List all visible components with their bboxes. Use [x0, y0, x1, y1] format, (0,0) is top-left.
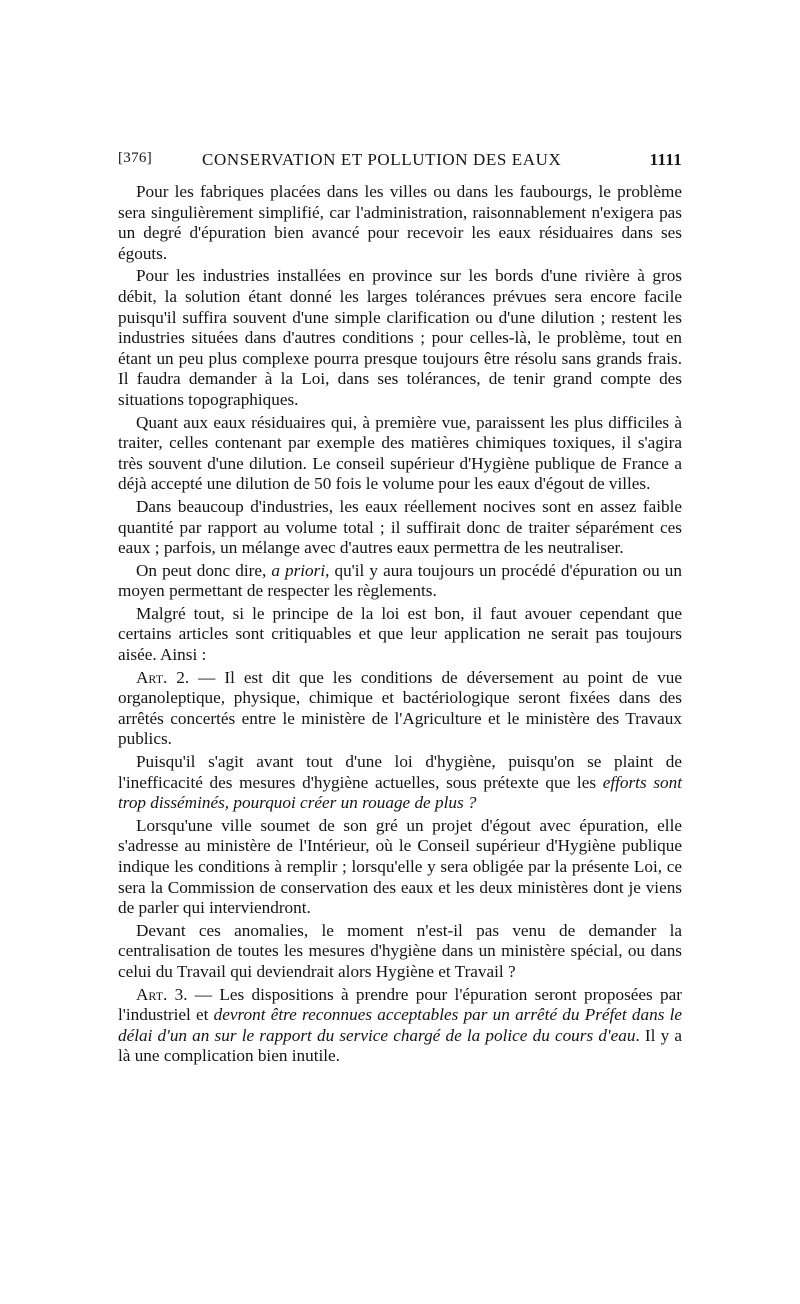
- paragraph-1: Pour les fabriques placées dans les villes ou dans les faubourgs, le problème sera singulièrement simplifié, car l'administration, raisonnablement n'exigera pas un degré d'épuration bien avancé pour recevoir les eaux résiduaires dans ses égouts.: [118, 182, 682, 263]
- article-3-label: Art. 3.: [136, 984, 188, 1004]
- header-original-page-number: [376]: [118, 150, 152, 166]
- paragraph-9: Lorsqu'une ville soumet de son gré un projet d'égout avec épuration, elle s'adresse au ministère de l'Intérieur, où le Conseil supérieur d'Hygiène publique indique les conditions à remplir ; lorsqu'elle y sera obligée par la présente Loi, ce sera la Commission de conservation des eaux et les deux ministères dont je viens de parler qui interviendront.: [118, 815, 682, 918]
- paragraph-6: Malgré tout, si le principe de la loi est bon, il faut avouer cependant que certains articles sont critiquables et que leur application ne serait pas toujours aisée. Ainsi :: [118, 603, 682, 665]
- paragraph-2: Pour les industries installées en province sur les bords d'une rivière à gros débit, la solution étant donné les larges tolérances prévues sera encore facile puisqu'il suffira souvent d'une simple clarification ou d'une dilution ; restent les industries situées dans d'autres conditions ; pour celles-là, le problème, tout en étant un peu plus complexe pourra presque toujours être résolu sans grands frais. Il faudra demander à la Loi, dans ses tolérances, de tenir grand compte des situations topographiques.: [118, 266, 682, 409]
- header-title: CONSERVATION ET POLLUTION DES EAUX: [202, 150, 562, 169]
- italic-a-priori: a priori: [271, 560, 326, 580]
- running-header: [118, 150, 682, 176]
- body-text: [118, 182, 682, 1067]
- italic-devront: devront être reconnues acceptables par un arrêté du Préfet dans le délai d'un an sur le rapport du service chargé de la police du cours d'eau: [118, 1005, 683, 1045]
- article-2-label: Art. 2.: [136, 667, 190, 687]
- paragraph-article-2: Art. 2. — Il est dit que les conditions de déversement au point de vue organoleptique, physique, chimique et bactériologique seront fixées dans des arrêtés concertés entre le ministère de l'Agriculture et le ministère des Travaux publics.: [118, 667, 682, 749]
- paragraph-8: Puisqu'il s'agit avant tout d'une loi d'hygiène, puisqu'on se plaint de l'inefficacité des mesures d'hygiène actuelles, sous prétexte que les efforts sont trop disséminés, pourquoi créer un rouage de plus ?: [118, 752, 682, 813]
- paragraph-3: Quant aux eaux résiduaires qui, à première vue, paraissent les plus difficiles à traiter, celles contenant par exemple des matières chimiques toxiques, il s'agira très souvent d'une dilution. Le conseil supérieur d'Hygiène publique de France a déjà accepté une dilution de 50 fois le volume pour les eaux d'égout de villes.: [118, 412, 682, 494]
- italic-efforts: efforts sont trop disséminés, pourquoi créer un rouage de plus ?: [118, 772, 682, 813]
- paragraph-article-3: Art. 3. — Les dispositions à prendre pour l'épuration seront proposées par l'industriel et devront être reconnues acceptables par un arrêté du Préfet dans le délai d'un an sur le rapport du service chargé de la police du cours d'eau. Il y a là une complication bien inutile.: [118, 984, 683, 1066]
- paragraph-10: Devant ces anomalies, le moment n'est-il pas venu de demander la centralisation de toutes les mesures d'hygiène dans un ministère spécial, ou dans celui du Travail qui deviendrait alors Hygiène et Travail ?: [118, 920, 682, 981]
- paragraph-5: On peut donc dire, a priori, qu'il y aura toujours un procédé d'épuration ou un moyen permettant de respecter les règlements.: [118, 560, 682, 601]
- header-page-number: 1111: [649, 150, 682, 169]
- paragraph-4: Dans beaucoup d'industries, les eaux réellement nocives sont en assez faible quantité par rapport au volume total ; il suffirait donc de traiter séparément ces eaux ; parfois, un mélange avec d'autres eaux permettra de les neutraliser.: [118, 496, 682, 558]
